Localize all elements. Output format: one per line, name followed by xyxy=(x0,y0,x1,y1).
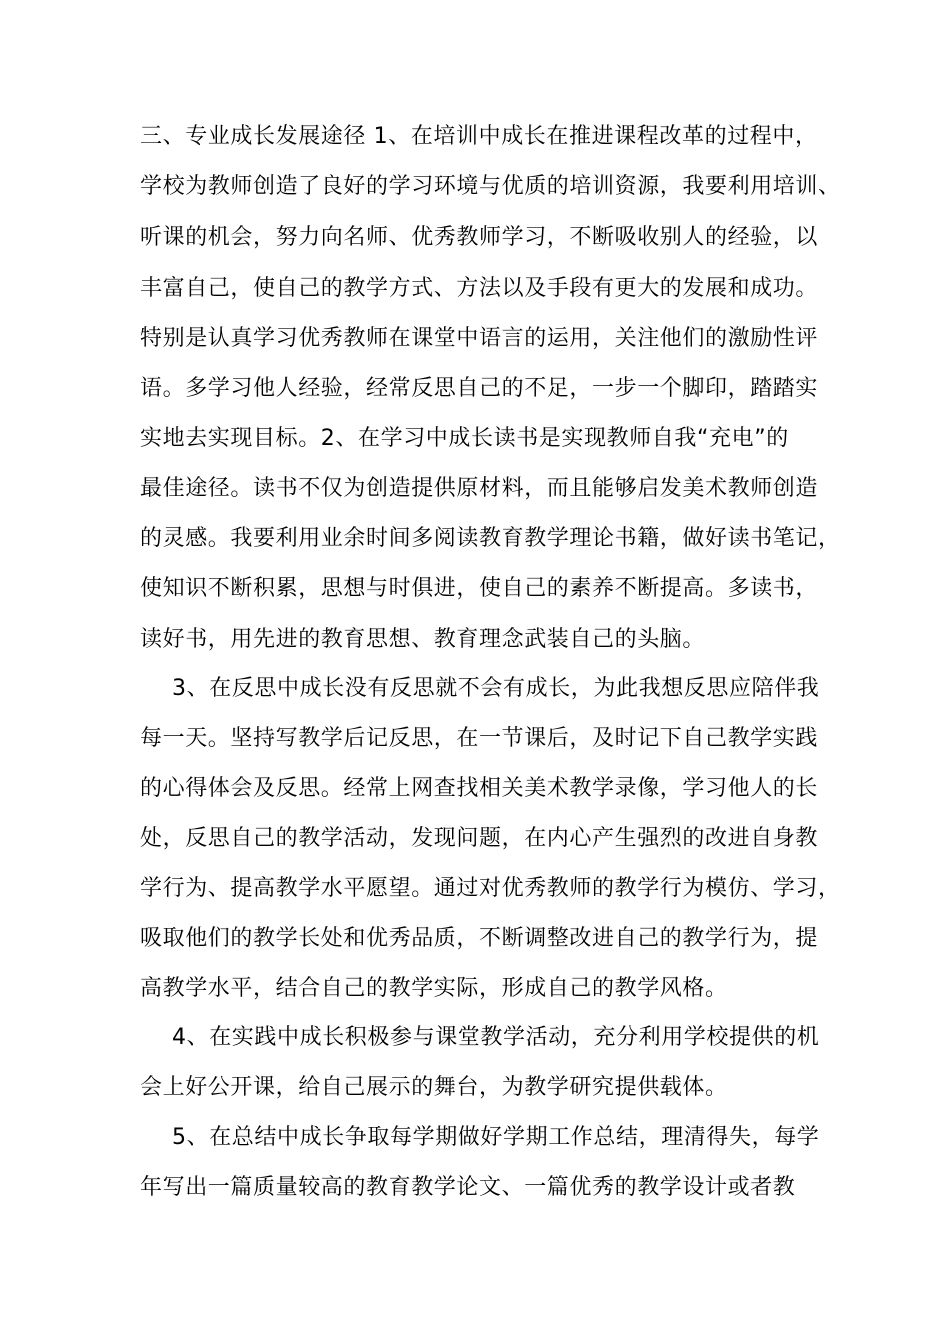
text-line: 吸取他们的教学长处和优秀品质，不断调整改进自己的教学行为，提 xyxy=(140,926,819,951)
text-line: 特别是认真学习优秀教师在课堂中语言的运用，关注他们的激励性评 xyxy=(140,326,819,351)
text-line: 使知识不断积累，思想与时俱进，使自己的素养不断提高。多读书， xyxy=(140,576,819,601)
paragraph-first-line: 3、在反思中成长没有反思就不会有成长，为此我想反思应陪伴我 xyxy=(172,676,820,701)
text-line: 年写出一篇质量较高的教育教学论文、一篇优秀的教学设计或者教 xyxy=(140,1175,796,1200)
paragraph-first-line: 5、在总结中成长争取每学期做好学期工作总结，理清得失，每学 xyxy=(172,1125,820,1150)
text-line: 实地去实现目标。2、在学习中成长读书是实现教师自我“充电”的 xyxy=(140,426,789,451)
text-line: 三、专业成长发展途径 1、在培训中成长在推进课程改革的过程中， xyxy=(140,124,818,149)
text-line: 的心得体会及反思。经常上网查找相关美术教学录像，学习他人的长 xyxy=(140,776,819,801)
text-line: 高教学水平，结合自己的教学实际，形成自己的教学风格。 xyxy=(140,976,728,1001)
text-line: 最佳途径。读书不仅为创造提供原材料，而且能够启发美术教师创造 xyxy=(140,476,819,501)
text-line: 听课的机会，努力向名师、优秀教师学习，不断吸收别人的经验，以 xyxy=(140,225,819,250)
text-line: 的灵感。我要利用业余时间多阅读教育教学理论书籍，做好读书笔记， xyxy=(140,526,841,551)
text-line: 语。多学习他人经验，经常反思自己的不足，一步一个脚印，踏踏实 xyxy=(140,376,819,401)
text-line: 学行为、提高教学水平愿望。通过对优秀教师的教学行为模仿、学习， xyxy=(140,876,841,901)
text-line: 丰富自己，使自己的教学方式、方法以及手段有更大的发展和成功。 xyxy=(140,276,819,301)
text-line: 读好书，用先进的教育思想、教育理念武装自己的头脑。 xyxy=(140,627,706,652)
paragraph-first-line: 4、在实践中成长积极参与课堂教学活动，充分利用学校提供的机 xyxy=(172,1025,820,1050)
text-line: 处，反思自己的教学活动，发现问题，在内心产生强烈的改进自身教 xyxy=(140,826,819,851)
text-line: 会上好公开课，给自己展示的舞台，为教学研究提供载体。 xyxy=(140,1075,728,1100)
text-line: 每一天。坚持写教学后记反思，在一节课后，及时记下自己教学实践 xyxy=(140,726,819,751)
text-line: 学校为教师创造了良好的学习环境与优质的培训资源，我要利用培训、 xyxy=(140,174,841,199)
